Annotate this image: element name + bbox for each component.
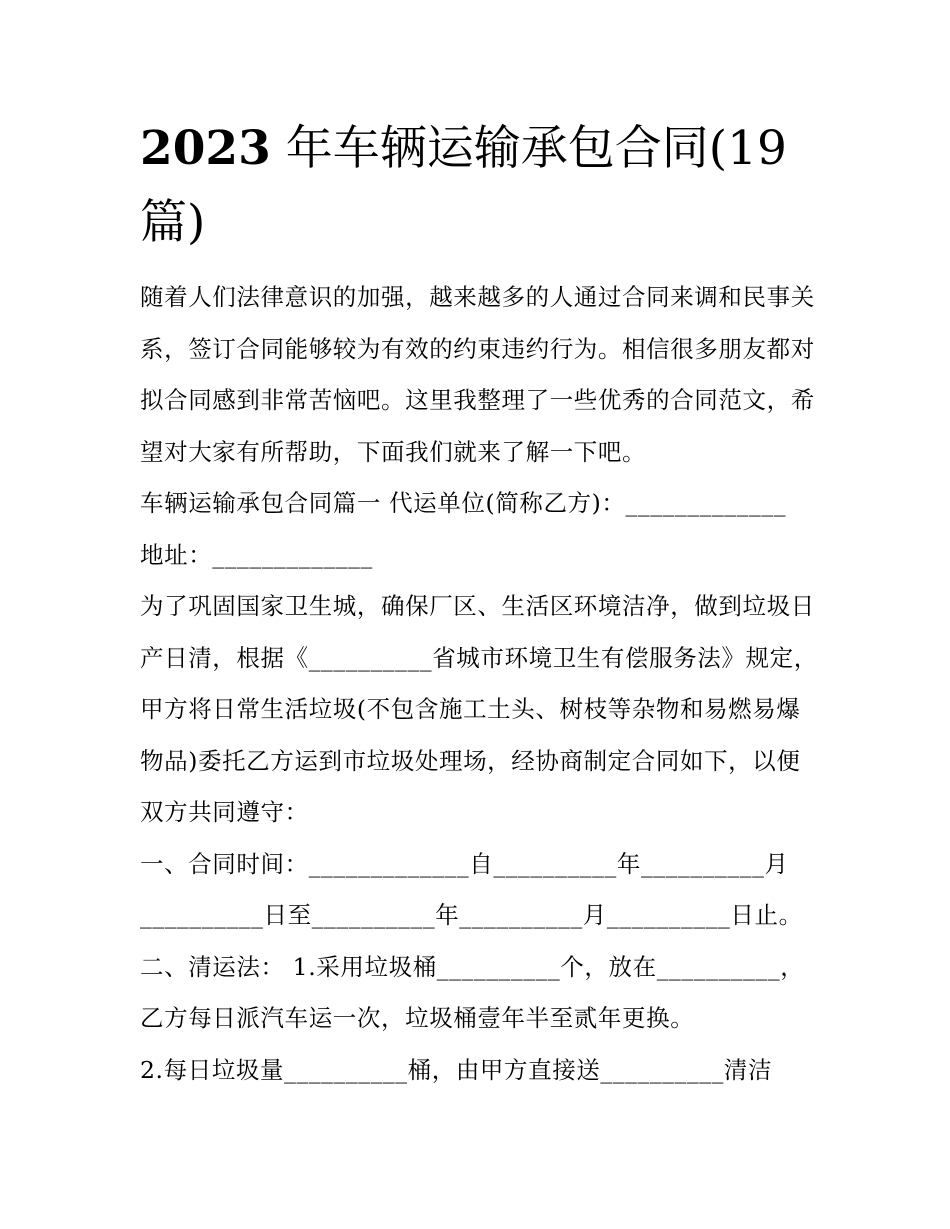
purpose-paragraph: 为了巩固国家卫生城，确保厂区、生活区环境洁净，做到垃圾日产日清，根据《__________省城市环境卫生有偿服务法》规定，甲方将日常生活垃圾(不包含施工土头、树枝等杂物和易燃易爆物品)委托乙方运到市垃圾处理场，经协商制定合同如下，以便双方共同遵守： <box>140 592 818 826</box>
clause-daily-volume: 2.每日垃圾量__________桶，由甲方直接送__________清洁 <box>140 1055 773 1084</box>
contractor-line: 车辆运输承包合同篇一 代运单位(简称乙方)：_____________ <box>140 489 787 517</box>
title-text: 年车辆运输承包合同(19篇) <box>140 121 787 250</box>
intro-paragraph: 随着人们法律意识的加强，越来越多的人通过合同来调和民事关系，签订合同能够较为有效的约束违约行为。相信很多朋友都对拟合同感到非常苦恼吧。这里我整理了一些优秀的合同范文，希望对大家有所帮助，下面我们就来了解一下吧。 <box>140 283 815 466</box>
title-year: 2023 <box>140 121 271 176</box>
document-title <box>140 112 820 260</box>
document-content <box>140 112 820 1096</box>
address-line: 地址：_____________ <box>140 540 373 569</box>
clause-contract-period: 一、合同时间：_____________自__________年__________月__________日至__________年__________月__________日止。 <box>140 849 803 929</box>
clause-cleaning-method: 二、清运法： 1.采用垃圾桶__________个，放在__________，乙方每日派汽车运一次，垃圾桶壹年半至贰年更换。 <box>140 952 805 1032</box>
